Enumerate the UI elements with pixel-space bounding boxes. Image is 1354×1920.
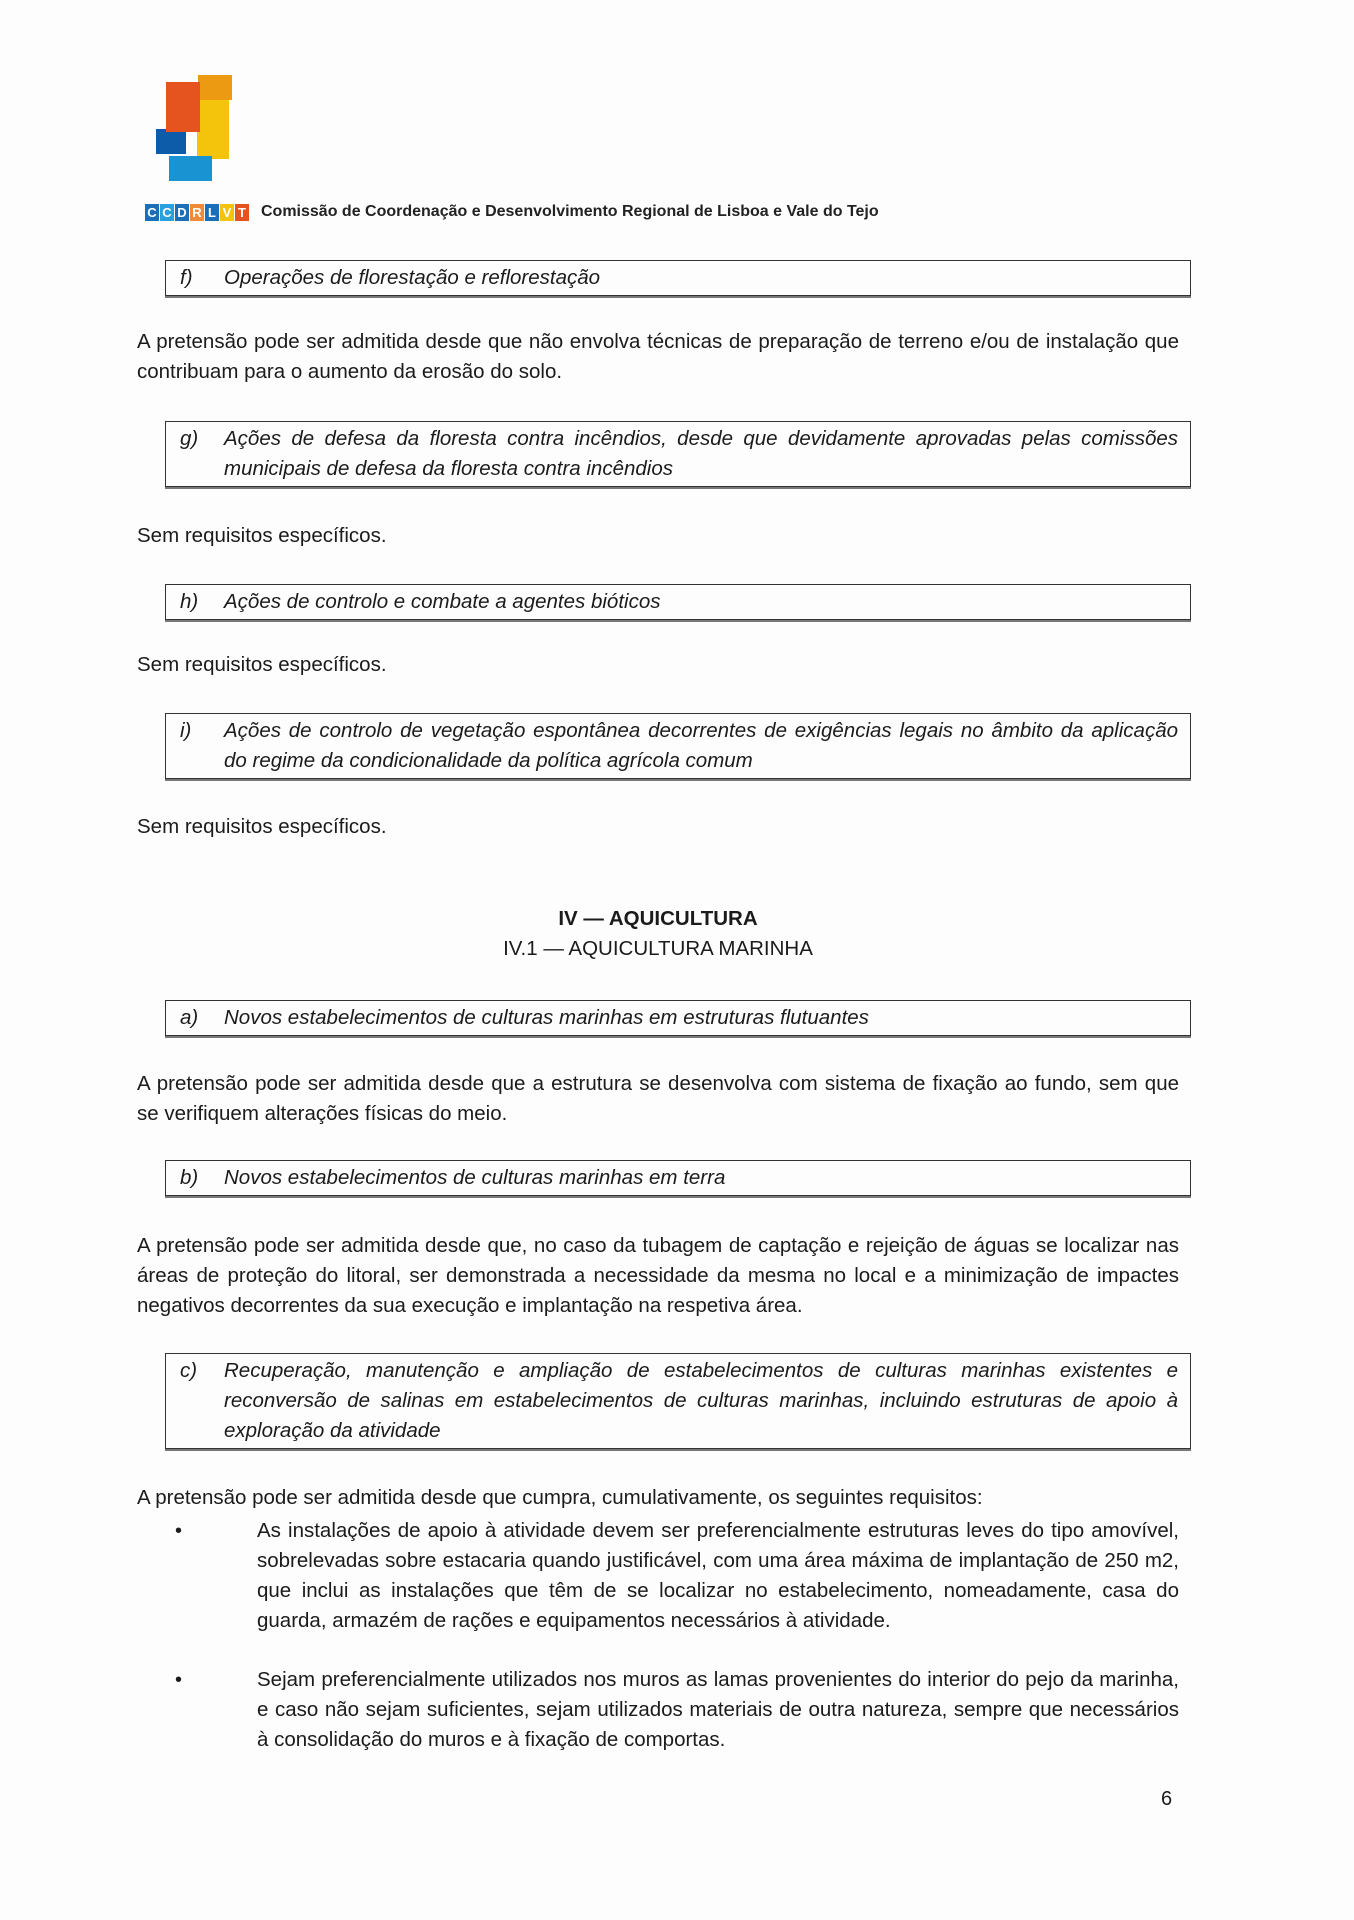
logo-square-navy <box>156 129 186 154</box>
item-letter: b) <box>180 1166 199 1189</box>
item-letter: h) <box>180 590 199 613</box>
badge-letter: C <box>160 204 174 221</box>
item-heading-f <box>165 260 1191 296</box>
section-title: IV — AQUICULTURA <box>558 907 758 930</box>
item-heading-c <box>165 1353 1191 1449</box>
bullet-icon: • <box>175 1669 183 1691</box>
item-heading-h <box>165 584 1191 620</box>
page-number: 6 <box>1161 1788 1173 1810</box>
section-subtitle: IV.1 — AQUICULTURA MARINHA <box>503 937 813 960</box>
ccdrlvt-badge <box>145 204 249 221</box>
item-title: Novos estabelecimentos de culturas marinhas em estruturas flutuantes <box>224 1006 869 1029</box>
bullet-text: Sejam preferencialmente utilizados nos muros as lamas provenientes do interior do pejo da marinha, e caso não sejam suficientes, sejam utilizados materiais de outra natureza, sempre que necessários à consolidação do muros e à fixação de comportas. <box>257 1668 1179 1751</box>
item-letter: f) <box>180 266 193 289</box>
item-body-i: Sem requisitos específicos. <box>137 815 387 838</box>
item-title: Novos estabelecimentos de culturas marinhas em terra <box>224 1166 726 1189</box>
item-title: Ações de controlo de vegetação espontânea decorrentes de exigências legais no âmbito da aplicação do regime da condicionalidade da política agrícola comum <box>224 719 1178 772</box>
logo-square-orange <box>166 82 200 132</box>
item-title: Operações de florestação e reflorestação <box>224 266 601 289</box>
badge-letter: C <box>145 204 159 221</box>
bullet-icon: • <box>175 1520 183 1542</box>
item-title: Recuperação, manutenção e ampliação de estabelecimentos de culturas marinhas existentes e reconversão de salinas em estabelecimentos de culturas marinhas, incluindo estruturas de apoio à exploração da atividade <box>224 1359 1178 1442</box>
requirement-bullet <box>137 1665 1179 1755</box>
item-letter: g) <box>180 427 199 450</box>
item-body-b: A pretensão pode ser admitida desde que, no caso da tubagem de captação e rejeição de águas se localizar nas áreas de proteção do litoral, ser demonstrada a necessidade da mesma no local e a minimização de impactes negativos decorrentes da sua execução e implantação na respetiva área. <box>137 1234 1179 1317</box>
badge-letter: V <box>220 204 234 221</box>
letterhead <box>145 203 879 221</box>
item-heading-b <box>165 1160 1191 1196</box>
logo-square-amber <box>198 75 232 100</box>
badge-letter: T <box>235 204 249 221</box>
requirement-bullet <box>137 1516 1179 1636</box>
item-body-f: A pretensão pode ser admitida desde que não envolva técnicas de preparação de terreno e/ou de instalação que contribuam para o aumento da erosão do solo. <box>137 330 1179 383</box>
badge-letter: D <box>175 204 189 221</box>
item-body-h: Sem requisitos específicos. <box>137 653 387 676</box>
item-letter: i) <box>180 719 192 742</box>
item-body-a: A pretensão pode ser admitida desde que a estrutura se desenvolva com sistema de fixação ao fundo, sem que se verifiquem alterações físicas do meio. <box>137 1072 1179 1125</box>
badge-letter: R <box>190 204 204 221</box>
item-heading-i <box>165 713 1191 779</box>
bullet-text: As instalações de apoio à atividade devem ser preferencialmente estruturas leves do tipo amovível, sobrelevadas sobre estacaria quando justificável, com uma área máxima de implantação de 250 m2, que inclui as instalações que têm de se localizar no estabelecimento, nomeadamente, casa do guarda, armazém de rações e equipamentos necessários à atividade. <box>257 1519 1179 1632</box>
ccdr-logo <box>145 74 265 184</box>
organization-name: Comissão de Coordenação e Desenvolvimento Regional de Lisboa e Vale do Tejo <box>261 203 879 220</box>
item-letter: a) <box>180 1006 199 1029</box>
item-heading-a <box>165 1000 1191 1036</box>
item-title: Ações de defesa da floresta contra incêndios, desde que devidamente aprovadas pelas comissões municipais de defesa da floresta contra incêndios <box>224 427 1178 480</box>
logo-square-blue <box>169 156 212 181</box>
badge-letter: L <box>205 204 219 221</box>
item-body-c: A pretensão pode ser admitida desde que cumpra, cumulativamente, os seguintes requisitos: <box>137 1486 983 1509</box>
item-body-g: Sem requisitos específicos. <box>137 524 387 547</box>
logo-square-yellow <box>197 90 229 159</box>
item-title: Ações de controlo e combate a agentes bióticos <box>224 590 661 613</box>
item-heading-g <box>165 421 1191 487</box>
item-letter: c) <box>180 1359 198 1382</box>
